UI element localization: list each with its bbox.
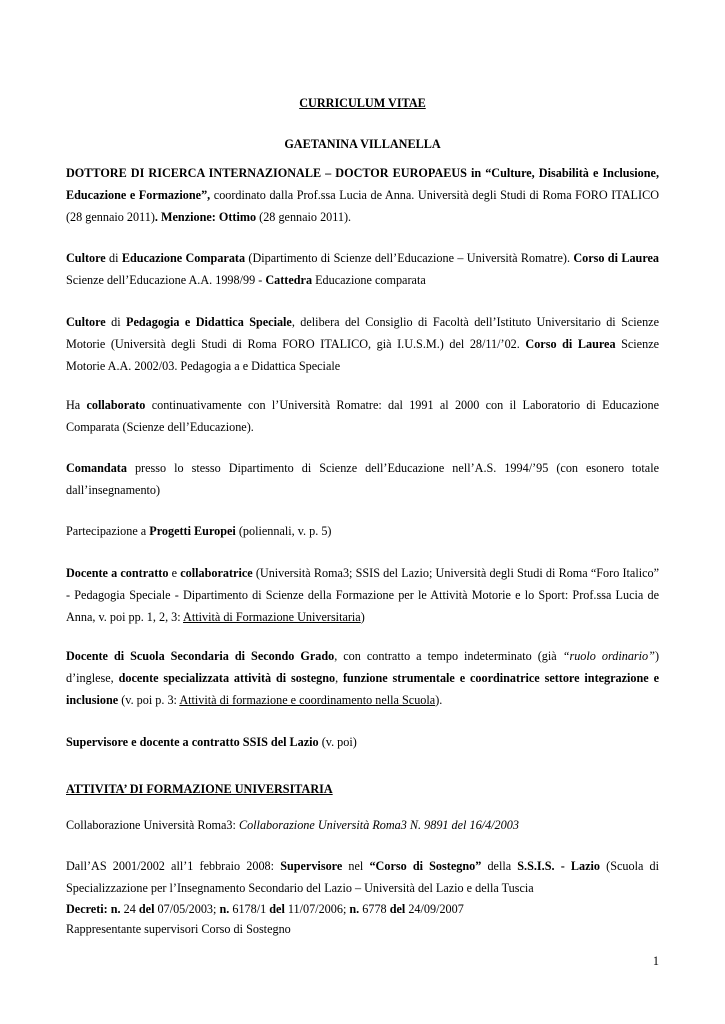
- paragraph-supervisore: Supervisore e docente a contratto SSIS del Lazio (v. poi): [66, 735, 357, 749]
- link-attivita-formazione-scuola: Attività di formazione e coordinamento nella Scuola: [179, 693, 436, 707]
- paragraph-decreti: Decreti: n. 24 del 07/05/2003; n. 6178/1 del 11/07/2006; n. 6778 del 24/09/2007: [66, 902, 464, 916]
- paragraph-supervisore-ssis: Dall’AS 2001/2002 all’1 febbraio 2008: Supervisore nel “Corso di Sostegno” della S.S.I.S. - Lazio (Scuola di Specializzazione per l’Insegnamento Secondario del Lazio – Università del Lazio e della Tuscia: [66, 859, 660, 895]
- document-title: CURRICULUM VITAE: [299, 96, 426, 110]
- link-attivita-formazione-universitaria: Attività di Formazione Universitaria: [183, 610, 361, 624]
- paragraph-comandata: Comandata presso lo stesso Dipartimento di Scienze dell’Educazione nell’A.S. 1994/’95 (con esonero totale dall’insegnamento): [66, 461, 659, 497]
- paragraph-collaborazione-roma3: Collaborazione Università Roma3: Collaborazione Università Roma3 N. 9891 del 16/4/2003: [66, 818, 519, 832]
- paragraph-cultore-comparata: Cultore di Educazione Comparata (Dipartimento di Scienze dell’Educazione – Università Romatre). Corso di Laurea Scienze dell’Educazione A.A. 1998/99 - Cattedra Educazione comparata: [66, 251, 660, 287]
- paragraph-collaborato: Ha collaborato continuativamente con l’Università Romatre: dal 1991 al 2000 con il Laboratorio di Educazione Comparata (Scienze dell’Educazione).: [66, 398, 659, 434]
- section-heading: ATTIVITA’ DI FORMAZIONE UNIVERSITARIA: [66, 782, 333, 796]
- page-number: 1: [652, 954, 659, 968]
- paragraph-progetti-europei: Partecipazione a Progetti Europei (poliennali, v. p. 5): [66, 524, 332, 538]
- paragraph-cultore-pedagogia: Cultore di Pedagogia e Didattica Speciale, delibera del Consiglio di Facoltà dell’Istituto Universitario di Scienze Motorie (Università degli Studi di Roma FORO ITALICO, già I.U.S.M.) del 28/11/’02. Corso di Laurea Scienze Motorie A.A. 2002/03. Pedagogia a e Didattica Speciale: [66, 315, 660, 373]
- paragraph-docente-contratto: Docente a contratto e collaboratrice (Università Roma3; SSIS del Lazio; Università degli Studi di Roma “Foro Italico” - Pedagogia Speciale - Dipartimento di Scienze della Formazione per le Attività Motorie e lo Sport: Prof.ssa Lucia de Anna, v. poi pp. 1, 2, 3: Attività di Formazione Universitaria): [66, 566, 659, 624]
- person-name: GAETANINA VILLANELLA: [284, 137, 441, 151]
- paragraph-doctorate: DOTTORE DI RICERCA INTERNAZIONALE – DOCTOR EUROPAEUS in “Culture, Disabilità e Inclusione, Educazione e Formazione”, coordinato dalla Prof.ssa Lucia de Anna. Università degli Studi di Roma FORO ITALICO (28 gennaio 2011). Menzione: Ottimo (28 gennaio 2011).: [66, 166, 659, 224]
- paragraph-rappresentante: Rappresentante supervisori Corso di Sostegno: [66, 922, 291, 936]
- paragraph-docente-scuola: Docente di Scuola Secondaria di Secondo Grado, con contratto a tempo indeterminato (già “ruolo ordinario”) d’inglese, docente specializzata attività di sostegno, funzione strumentale e coordinatrice settore integrazione e inclusione (v. poi p. 3: Attività di formazione e coordinamento nella Scuola).: [66, 649, 659, 707]
